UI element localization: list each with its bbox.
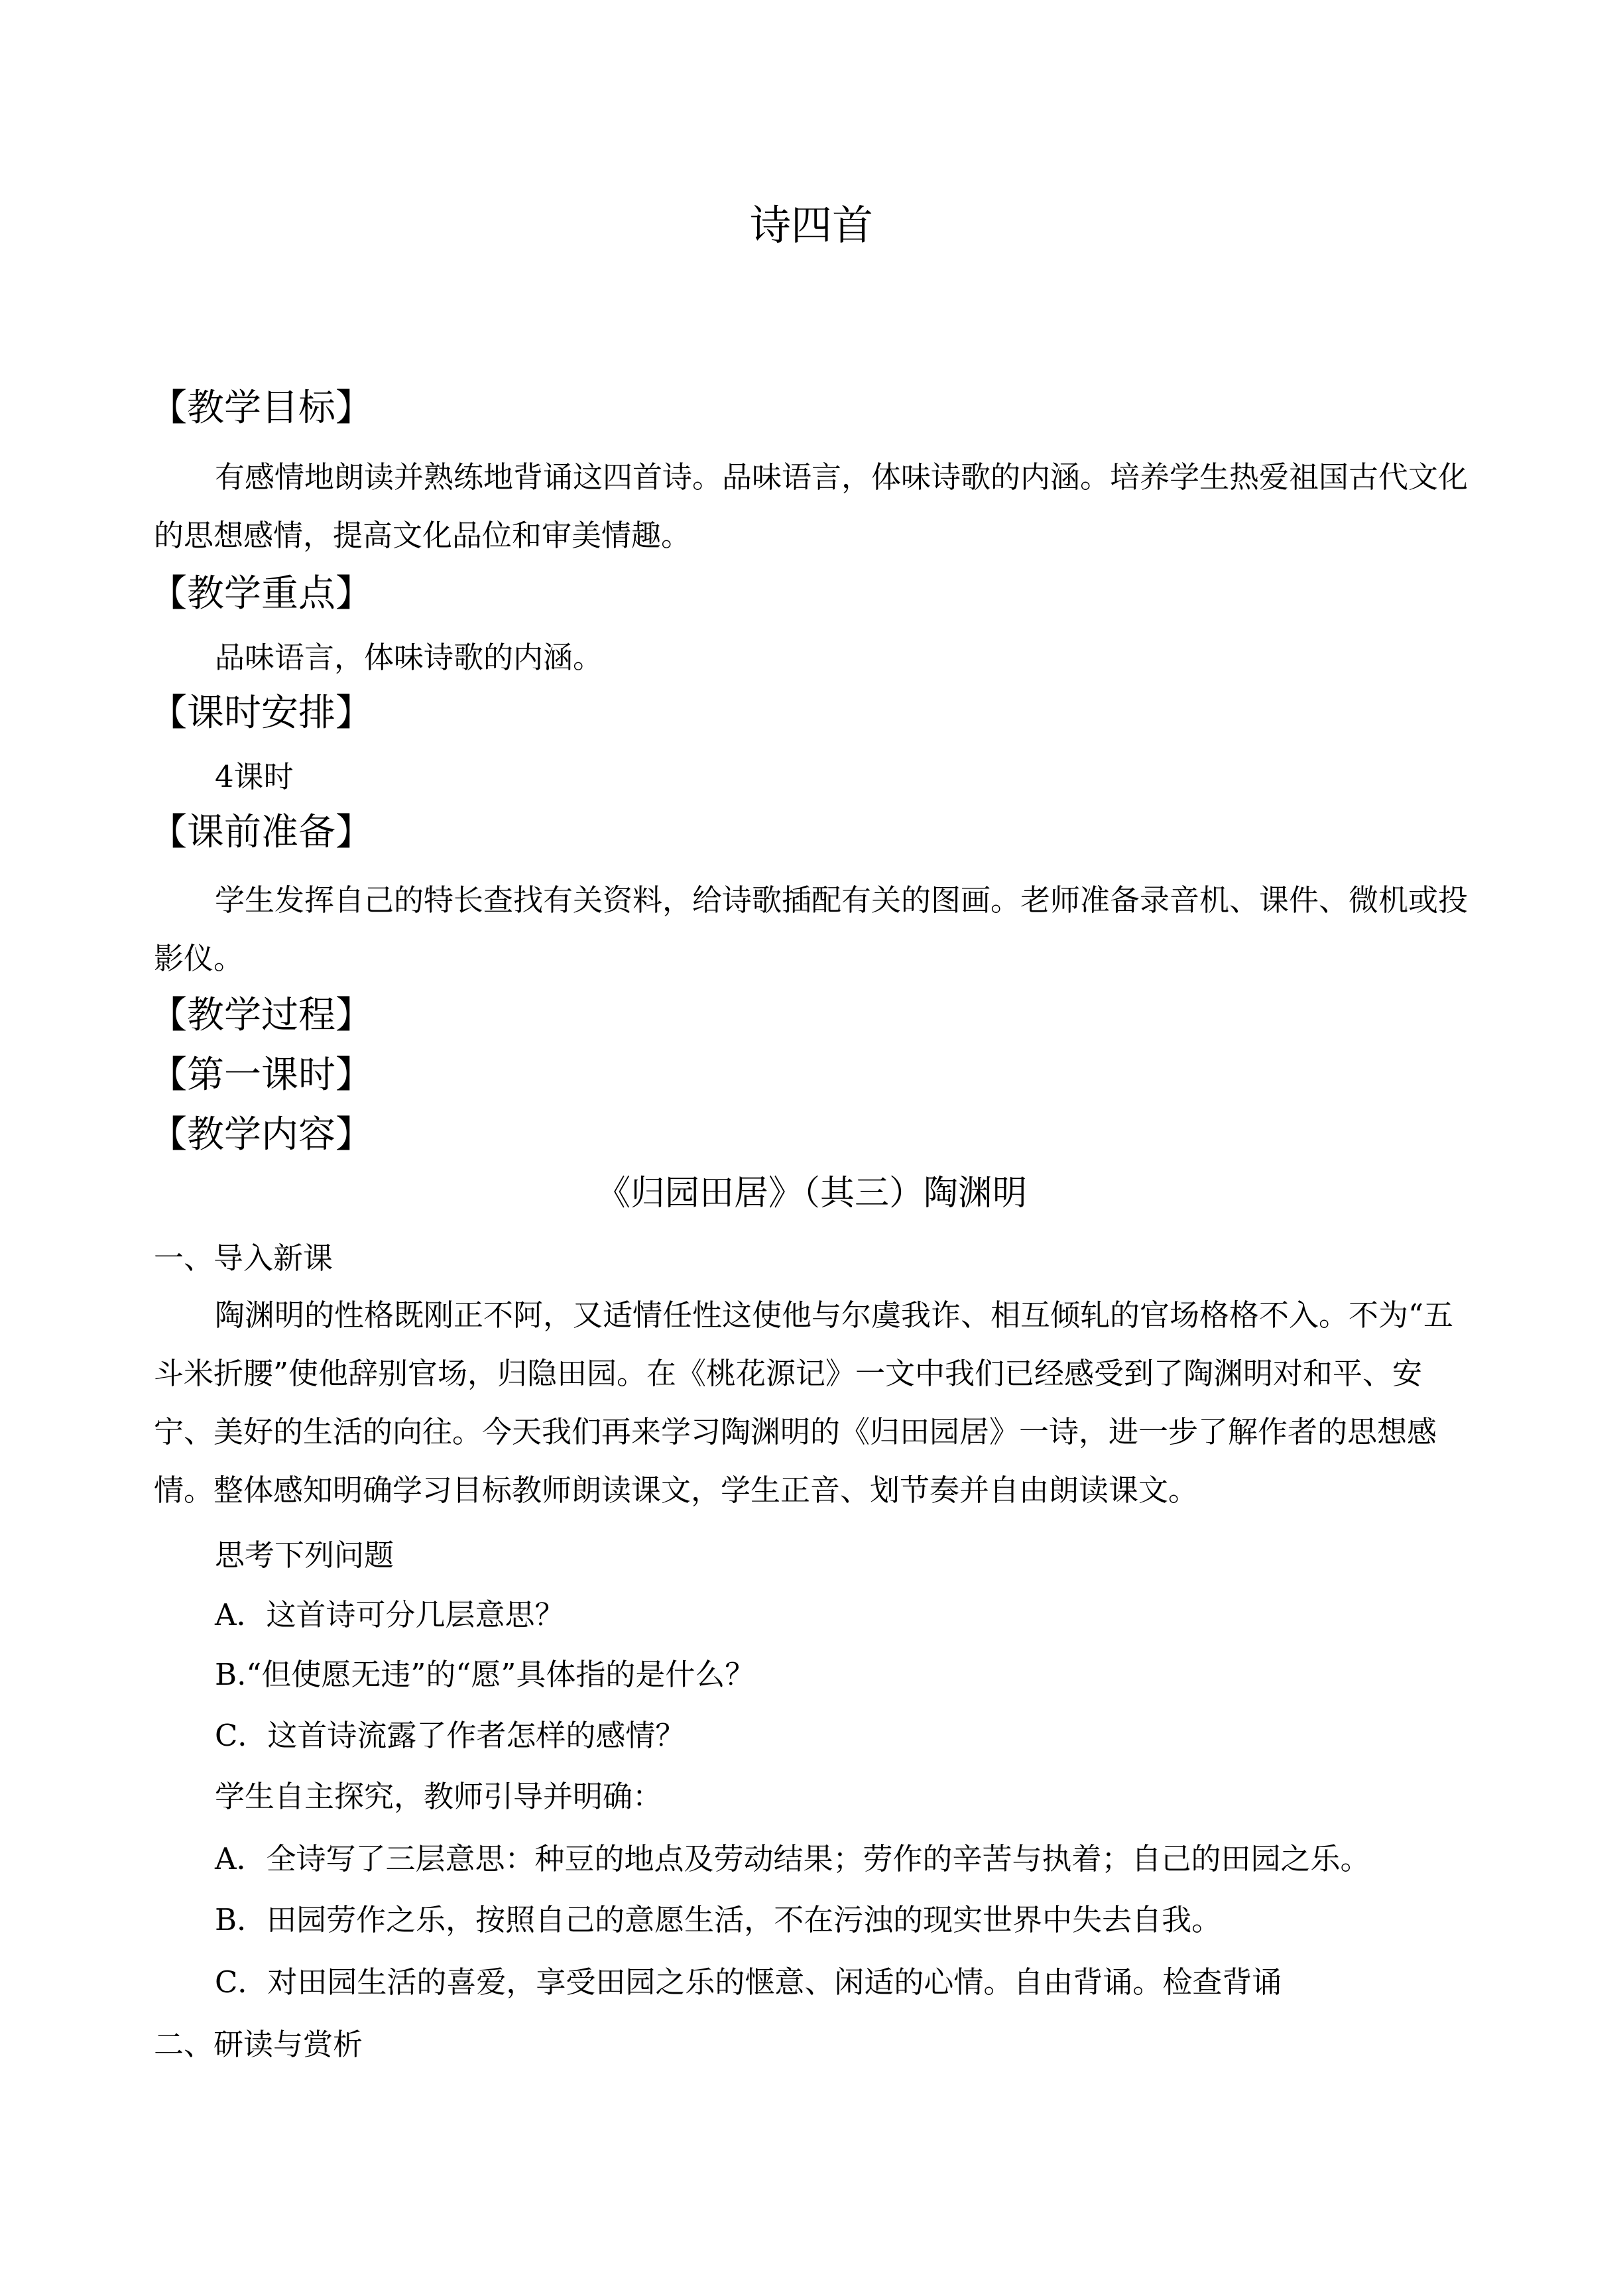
heading-first-period: 【第一课时】 [150,1054,373,1097]
heading-content: 【教学内容】 [150,1113,373,1156]
question-b: B.“但使愿无违”的“愿”具体指的是什么？ [215,1657,755,1692]
objectives-text: 有感情地朗读并熟练地背诵这四首诗。品味语言，体味诗歌的内涵。培养学生热爱祖国古代文化的思想感情，提高文化品位和审美情趣。 [154,459,1469,553]
part1-heading: 一、导入新课 [154,1240,333,1276]
question-a: A．这首诗可分几层意思？ [215,1597,565,1632]
questions-label: 思考下列问题 [215,1538,394,1573]
preparation-text: 学生发挥自己的特长查找有关资料，给诗歌插配有关的图画。老师准备录音机、课件、微机或投影仪。 [154,882,1469,976]
heading-process: 【教学过程】 [150,994,373,1037]
answer-a: A．全诗写了三层意思：种豆的地点及劳动结果；劳作的辛苦与执着；自己的田园之乐。 [215,1841,1370,1876]
part2-heading: 二、研读与赏析 [154,2027,363,2062]
document-title: 诗四首 [749,201,873,249]
key-points-text: 品味语言，体味诗歌的内涵。 [215,640,603,675]
answer-b: B．田园劳作之乐，按照自己的意愿生活，不在污浊的现实世界中失去自我。 [215,1902,1222,1937]
question-c: C．这首诗流露了作者怎样的感情？ [215,1718,686,1753]
part1-intro: 陶渊明的性格既刚正不阿，又适情任性这使他与尔虞我诈、相互倾轧的官场格格不入。不为“五斗米折腰”使他辞别官场，归隐田园。在《桃花源记》一文中我们已经感受到了陶渊明对和平、安宁、美好的生活的向往。今天我们再来学习陶渊明的《归田园居》一诗，进一步了解作者的思想感情。整体感知明确学习目标教师朗读课文，学生正音、划节奏并自由朗读课文。 [154,1298,1454,1508]
schedule-text: 4课时 [215,759,294,794]
heading-schedule: 【课时安排】 [150,692,373,735]
answer-c: C．对田园生活的喜爱，享受田园之乐的惬意、闲适的心情。自由背诵。检查背诵 [215,1964,1282,2000]
heading-preparation: 【课前准备】 [150,811,373,854]
heading-objectives: 【教学目标】 [150,387,373,430]
poem-title: 《归园田居》（其三）陶渊明 [595,1174,1027,1213]
answers-label: 学生自主探究，教师引导并明确： [215,1779,663,1814]
heading-key-points: 【教学重点】 [150,572,373,615]
